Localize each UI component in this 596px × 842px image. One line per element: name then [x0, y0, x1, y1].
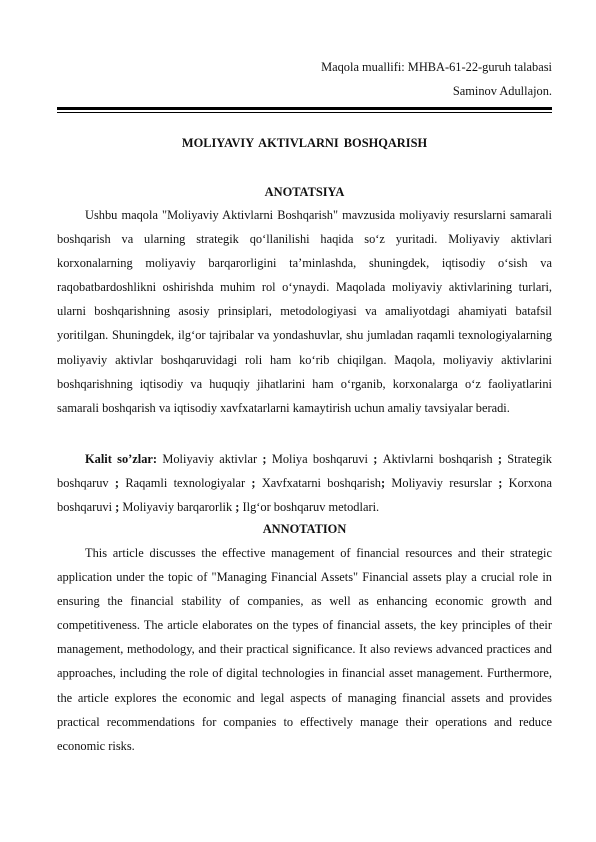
- header-divider-thin: [57, 112, 552, 113]
- annotation-text: This article discusses the effective management of financial resources and their strategic application under the topic of "Managing Financial Assets" Financial assets play a crucial role in ensuring the financial stability of companies, as well as enhancing economic growth and competitiveness. The article elaborates on the types of financial assets, the key principles of their management, methodology, and their practical significance. It also reviews advanced practices and approaches, including the role of digital technologies in financial asset management. Furthermore, the article explores the economic and legal aspects of managing financial assets and provides practical recommendations for companies to effectively manage their operations and reduce economic risks.: [57, 546, 552, 753]
- anotatsiya-heading: ANOTATSIYA: [264, 185, 345, 199]
- keyword-separator: ;: [380, 476, 392, 491]
- anotatsiya-text: Ushbu maqola "Moliyaviy Aktivlarni Boshqarish" mavzusida moliyaviy resurslarni samarali boshqarish va ularning strategik qoʻllanilishi haqida soʻz yuritadi. Moliyaviy aktivlari korxonalarning moliyaviy barqarorligini ta’minlashda, shuningdek, iqtisodiy oʻsish va raqobatbardoshlikni oshirishda muhim rol oʻynaydi. Maqolada moliyaviy aktivlarining turlari, ularni boshqarishning asosiy prinsiplari, metodologiyasi va amaliyotdagi ahamiyati batafsil yoritilgan. Shuningdek, ilgʻor tajribalar va yondashuvlar, shu jumladan raqamli texnologiyalarning moliyaviy aktivlar boshqaruvidagi roli ham koʻrib chiqilgan. Maqola, moliyaviy aktivlarini boshqarishning iqtisodiy va huquqiy jihatlarini ham oʻrganib, korxonalarga oʻz faoliyatlarini samarali boshqarish va iqtisodiy xavfxatarlarni kamaytirish uchun amaliy tavsiyalar beradi.: [57, 208, 552, 415]
- annotation-heading: ANNOTATION: [262, 522, 347, 536]
- author-affiliation: Maqola muallifi: MHBA-61-22-guruh talabasi: [321, 60, 552, 74]
- keyword-item: Moliyaviy aktivlar: [162, 452, 258, 466]
- keyword-separator: ;: [112, 500, 123, 515]
- keyword-separator: ;: [232, 500, 243, 515]
- paper-title: MOLIYAVIY AKTIVLARNI BOSHQARISH: [181, 136, 428, 150]
- keyword-separator: ;: [367, 452, 383, 466]
- keywords-paragraph: [57, 447, 552, 519]
- keyword-item: Ilgʻor boshqaruv metodlari.: [242, 500, 380, 515]
- keyword-item: Moliyaviy barqarorlik: [122, 500, 233, 515]
- keyword-separator: ;: [257, 452, 272, 466]
- keyword-item: Xavfxatarni boshqarish: [261, 476, 381, 491]
- keywords-label: Kalit so’zlar:: [85, 452, 158, 466]
- keyword-item: Moliyaviy resurslar: [391, 476, 492, 491]
- keyword-separator: ;: [491, 476, 509, 491]
- keyword-item: Raqamli texnologiyalar: [125, 476, 246, 491]
- keyword-item: Strategik boshqaruv: [57, 452, 553, 491]
- header-divider-thick: [57, 107, 552, 110]
- keyword-item: Moliya boshqaruvi: [271, 452, 368, 466]
- keyword-item: Aktivlarni boshqarish: [382, 452, 493, 466]
- keyword-separator: ;: [108, 476, 126, 491]
- keyword-item: Korxona boshqaruvi: [57, 476, 552, 515]
- keyword-separator: ;: [492, 452, 508, 466]
- author-name: Saminov Adullajon.: [452, 84, 552, 98]
- keyword-separator: ;: [245, 476, 262, 491]
